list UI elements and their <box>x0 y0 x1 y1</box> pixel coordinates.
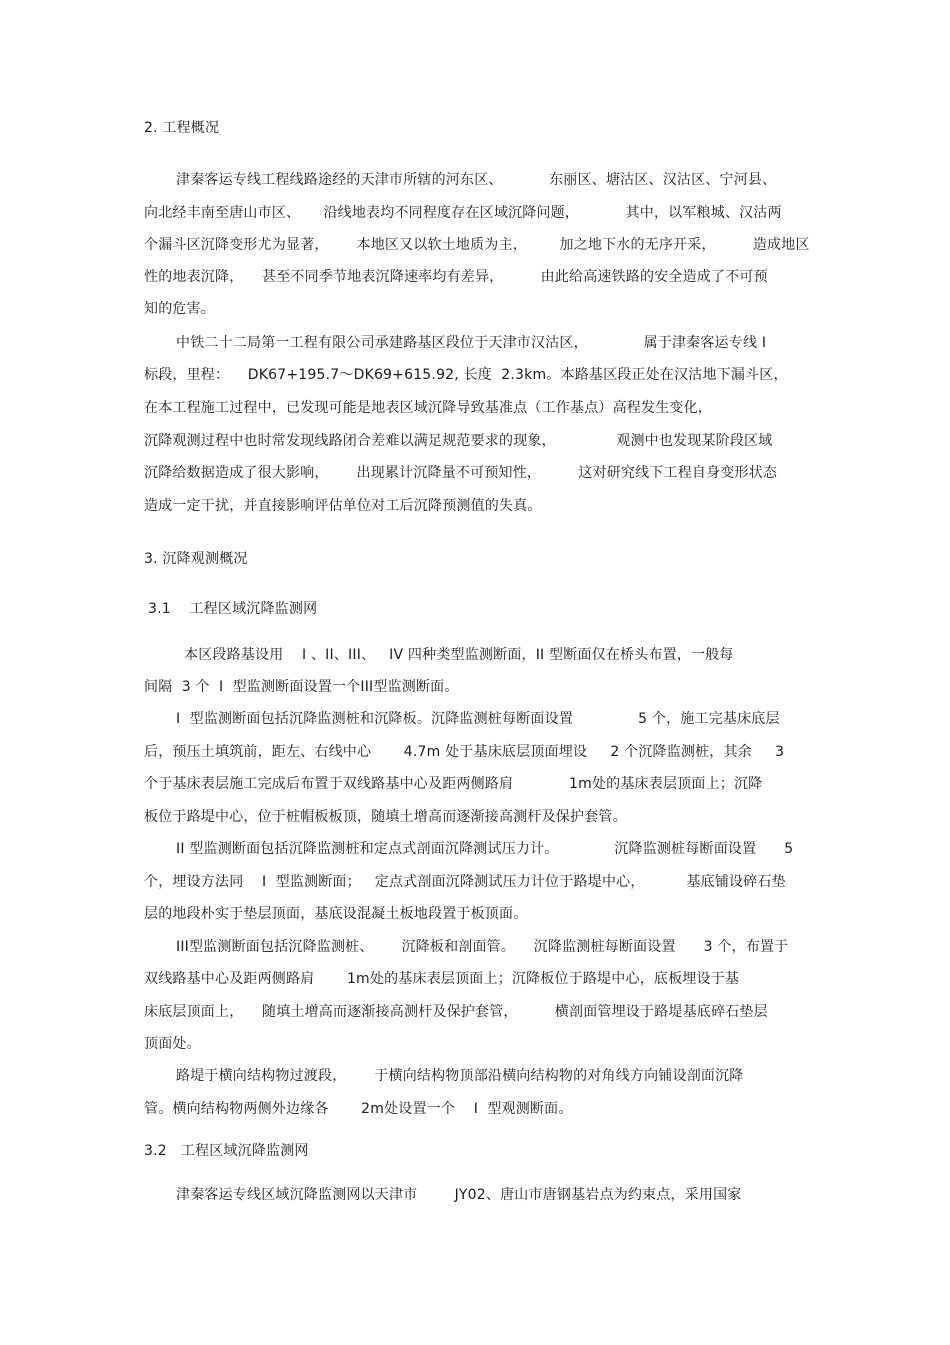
paragraph-line: 造成一定干扰，并直接影响评估单位对工后沉降预测值的失真。 <box>144 498 542 514</box>
paragraph-line: 层的地段朴实于垫层顶面，基底设混凝土板地段置于板顶面。 <box>144 906 528 922</box>
paragraph-line: 路堤于横向结构物过渡段， 于横向结构物顶部沿横向结构物的对角线方向铺设剖面沉降 <box>176 1068 744 1084</box>
paragraph-line: 沉降给数据造成了很大影响， 出现累计沉降量不可预知性， 这对研究线下工程自身变形状态 <box>144 465 778 481</box>
subsection-3-2-heading: 3.2 工程区域沉降监测网 <box>144 1143 309 1159</box>
paragraph-line: 板位于路堤中心，位于桩帽板板顶，随填土增高而逐渐接高测杆及保护套管。 <box>144 809 627 825</box>
paragraph-line: I 型监测断面包括沉降监测桩和沉降板。沉降监测桩每断面设置 5 个，施工完基床底层 <box>176 711 780 727</box>
subsection-3-1-heading: 3.1 工程区域沉降监测网 <box>148 601 318 617</box>
paragraph-line: 间隔 3 个 I 型监测断面设置一个III型监测断面。 <box>144 679 459 695</box>
paragraph-line: 在本工程施工过程中，已发现可能是地表区域沉降导致基准点（工作基点）高程发生变化， <box>144 400 712 416</box>
paragraph-line: 个于基床表层施工完成后布置于双线路基中心及距两侧路肩 1m处的基床表层顶面上；沉降 <box>144 776 763 792</box>
paragraph-line: 性的地表沉降， 甚至不同季节地表沉降速率均有差异， 由此给高速铁路的安全造成了不可预 <box>144 269 768 285</box>
paragraph-line: 双线路基中心及距两侧路肩 1m处的基床表层顶面上；沉降板位于路堤中心，底板埋设于基 <box>144 971 740 987</box>
paragraph-line: 管。横向结构物两侧外边缘各 2m处设置一个 I 型观测断面。 <box>144 1101 573 1117</box>
paragraph-line: 沉降观测过程中也时常发现线路闭合差难以满足规范要求的现象， 观测中也发现某阶段区域 <box>144 433 773 449</box>
paragraph-line: 中铁二十二局第一工程有限公司承建路基区段位于天津市汉沽区， 属于津秦客运专线 I <box>176 335 767 351</box>
paragraph-line: 向北经丰南至唐山市区、 沿线地表均不同程度存在区域沉降问题， 其中，以军粮城、汉沽两 <box>144 205 782 221</box>
paragraph-line: II 型监测断面包括沉降监测桩和定点式剖面沉降测试压力计。 沉降监测桩每断面设置 5 <box>176 841 794 857</box>
paragraph-line: III型监测断面包括沉降监测桩、 沉降板和剖面管。 沉降监测桩每断面设置 3 个，布置于 <box>176 939 789 955</box>
paragraph-line: 床底层顶面上， 随填土增高而逐渐接高测杆及保护套管， 横剖面管埋设于路堤基底碎石垫层 <box>144 1004 768 1020</box>
section-3-heading: 3. 沉降观测概况 <box>144 551 248 567</box>
paragraph-line: 津秦客运专线区域沉降监测网以天津市 JY02、唐山市唐钢基岩点为约束点，采用国家 <box>176 1187 742 1203</box>
paragraph-line: 后，预压土填筑前，距左、右线中心 4.7m 处于基床底层顶面埋设 2 个沉降监测桩，其余 3 <box>144 744 785 760</box>
paragraph-line: 知的危害。 <box>144 301 215 317</box>
paragraph-line: 个漏斗区沉降变形尤为显著， 本地区又以软土地质为主， 加之地下水的无序开采， 造成地区 <box>144 237 810 253</box>
paragraph-line: 标段，里程： DK67+195.7～DK69+615.92, 长度 2.3km。本路基区段正处在汉沽地下漏斗区， <box>144 367 788 383</box>
section-2-heading: 2. 工程概况 <box>144 120 220 136</box>
paragraph-line: 津秦客运专线工程线路途经的天津市所辖的河东区、 东丽区、塘沽区、汉沽区、宁河县、 <box>176 172 777 188</box>
paragraph-line: 顶面处。 <box>144 1036 201 1052</box>
paragraph-line: 本区段路基设用 I 、II、III、 IV 四种类型监测断面，II 型断面仅在桥头布置，一般每 <box>184 647 734 663</box>
paragraph-line: 个，埋设方法同 I 型监测断面； 定点式剖面沉降测试压力计位于路堤中心， 基底铺设碎石垫 <box>144 874 786 890</box>
